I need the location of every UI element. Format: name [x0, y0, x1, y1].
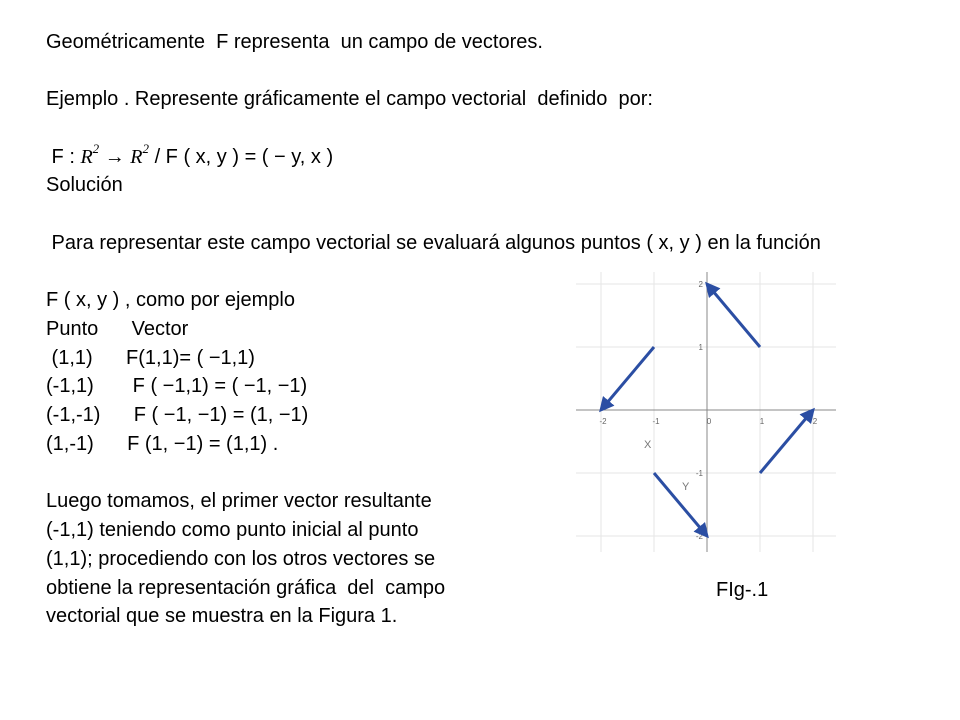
x-axis-label: X [644, 439, 652, 451]
table-header: Punto Vector [46, 318, 189, 340]
f-xy-line: F ( x, y ) , como por ejemplo [46, 289, 295, 311]
codomain-r: R [130, 146, 143, 168]
x-tick-label: -1 [652, 417, 660, 426]
x-tick-label: 1 [759, 417, 765, 426]
domain-symbol [80, 141, 100, 168]
paragraph-line: Para representar este campo vectorial se evaluará algunos puntos ( x, y ) en la función [46, 232, 821, 254]
conclusion-line: vectorial que se muestra en la Figura 1. [46, 605, 398, 627]
y-tick-label: -1 [695, 469, 703, 478]
conclusion-line: obtiene la representación gráfica del campo [46, 577, 446, 599]
y-axis-label: Y [682, 481, 690, 493]
grid [576, 272, 836, 552]
definition-prefix: F : [46, 146, 81, 168]
vector-field-figure [576, 272, 836, 572]
conclusion-line: (1,1); procediendo con los otros vectores se [46, 548, 436, 570]
x-tick-label: -2 [599, 417, 607, 426]
definition-suffix: / F ( x, y ) = ( − y, x ) [149, 146, 334, 168]
table-row: (1,1) F(1,1)= ( −1,1) [46, 347, 255, 369]
vector-arrow [654, 473, 707, 536]
codomain-exponent: 2 [142, 141, 150, 157]
codomain-symbol [130, 141, 150, 168]
domain-exponent: 2 [92, 141, 100, 157]
domain-r: R [80, 146, 93, 168]
y-tick-label: 1 [698, 343, 703, 352]
vector-arrow [601, 347, 654, 410]
vector-arrow [707, 284, 760, 347]
table-row: (1,-1) F (1, −1) = (1,1) . [46, 433, 279, 455]
table-row: (-1,-1) F ( −1, −1) = (1, −1) [46, 404, 309, 426]
y-tick-label: 2 [698, 280, 703, 289]
x-tick-label: 0 [706, 417, 712, 426]
maps-to-arrow: → [99, 146, 131, 168]
figure-caption: FIg-.1 [716, 579, 769, 601]
y-tick-label: -2 [695, 532, 703, 541]
intro-line: Geométricamente F representa un campo de vectores. [46, 31, 543, 53]
conclusion-line: Luego tomamos, el primer vector resultante [46, 490, 432, 512]
x-tick-label: 2 [812, 417, 818, 426]
conclusion-line: (-1,1) teniendo como punto inicial al punto [46, 519, 419, 541]
definition-line [46, 141, 334, 169]
table-row: (-1,1) F ( −1,1) = ( −1, −1) [46, 375, 308, 397]
vector-arrow [760, 410, 813, 473]
example-line: Ejemplo . Represente gráficamente el campo vectorial definido por: [46, 88, 653, 110]
solution-heading: Solución [46, 174, 123, 196]
